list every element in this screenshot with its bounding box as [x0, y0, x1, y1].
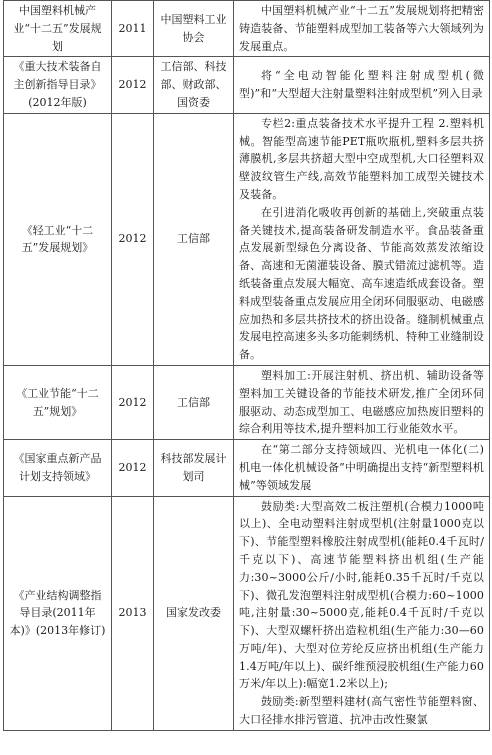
issuer-cell: 科技部发展计划司 [154, 440, 234, 496]
content-paragraph: 将“全电动智能化塑料注射成型机(微型)”和“大型超大注射量塑料注射成型机”列入目录 [239, 69, 484, 101]
year-cell: 2013 [112, 496, 154, 730]
table-row [4, 496, 490, 730]
content-paragraph: 鼓励类:新型塑料建材(高气密性节能塑料窗、大口径排水排污管道、抗冲击改性聚氯 [239, 695, 484, 727]
table-body [4, 1, 490, 731]
year-cell: 2012 [112, 440, 154, 496]
table-row [4, 113, 490, 365]
content-paragraph: 在引进消化吸收再创新的基础上,突破重点装备关键技术,提高装备研发制造水平。食品装备重点发展新型绿色分离设备、节能高效蒸发浓缩设备、高速和无菌灌装设备、膜式错流过滤机等。造纸装备重点发展大幅宽、高车速造纸成套设备。塑料成型装备重点发展应用全闭环伺服驱动、电磁感应加热和多层共挤技术的挤出设备。缝制机械重点发展电控高速多头多功能刺绣机、特种工业缝制设备。 [239, 205, 484, 362]
content-cell [234, 496, 490, 730]
issuer-cell: 国家发改委 [154, 496, 234, 730]
content-cell [234, 113, 490, 365]
content-paragraph: 专栏2:重点装备技术水平提升工程 2.塑料机械。智能型高速节能PET瓶吹瓶机,塑料多层共挤薄膜机,多层共挤超大型中空成型机,大口径塑料双壁波纹管生产线,高效节能塑料加工成型关键技术及装备。 [239, 116, 484, 201]
issuer-cell: 工信部 [154, 365, 234, 439]
year-cell: 2011 [112, 1, 154, 57]
issuer-cell: 中国塑料工业协会 [154, 1, 234, 57]
content-cell [234, 440, 490, 496]
content-cell [234, 365, 490, 439]
policy-name-cell: 《轻工业“十二五”发展规划》 [4, 113, 112, 365]
year-cell: 2012 [112, 57, 154, 113]
content-paragraph: 鼓励类:大型高效二板注塑机(合模力1000吨以上)、全电动塑料注射成型机(注射量1000克以下)、节能型塑料橡胶注射成型机(能耗0.4千瓦时/千克以下)、高速节能塑料挤出机组(生产能力:30~3000公斤/小时,能耗0.35千瓦时/千克以下)、微孔发泡塑料注射成型机(合模力:60~1000吨,注射量:30~5000克,能耗0.4千瓦时/千克以下)、大型双螺杆挤出造粒机组(生产能力:30—60万吨/年)、大型对位芳纶反应挤出机组(生产能力1.4万吨/年以上)、碳纤维预浸胶机组(生产能力60万米/年以上):幅宽1.2米以上); [239, 499, 484, 691]
content-cell [234, 57, 490, 113]
policy-table [3, 0, 490, 731]
table-row [4, 365, 490, 439]
policy-name-cell: 《产业结构调整指导目录(2011年本)》(2013年修订) [4, 496, 112, 730]
year-cell: 2012 [112, 365, 154, 439]
year-cell: 2012 [112, 113, 154, 365]
policy-name-cell: 《工业节能“十二五”规划》 [4, 365, 112, 439]
issuer-cell: 工信部、科技部、财政部、国资委 [154, 57, 234, 113]
table-row [4, 440, 490, 496]
content-paragraph: 在“第二部分支持领域四、光机电一体化(二)机电一体化机械设备”中明确提出支持“新型塑料机械”等领域发展 [239, 443, 484, 492]
policy-name-cell: 《国家重点新产品计划支持领域》 [4, 440, 112, 496]
table-row [4, 57, 490, 113]
content-paragraph: 中国塑料机械产业“十二五”发展规划将把精密铸造装备、节能塑料成型加工装备等六大领域列为发展重点。 [239, 4, 484, 53]
policy-name-cell: 《重大技术装备自主创新指导目录》(2012年版) [4, 57, 112, 113]
policy-name-cell: 中国塑料机械产业“十二五”发展规划 [4, 1, 112, 57]
table-row [4, 1, 490, 57]
content-cell [234, 1, 490, 57]
issuer-cell: 工信部 [154, 113, 234, 365]
content-paragraph: 塑料加工:开展注射机、挤出机、辅助设备等塑料加工关键设备的节能技术研发,推广全闭环伺服驱动、动态成型加工、电磁感应加热废旧塑料的综合利用等技术,提升塑料加工行业能效水平。 [239, 368, 484, 436]
